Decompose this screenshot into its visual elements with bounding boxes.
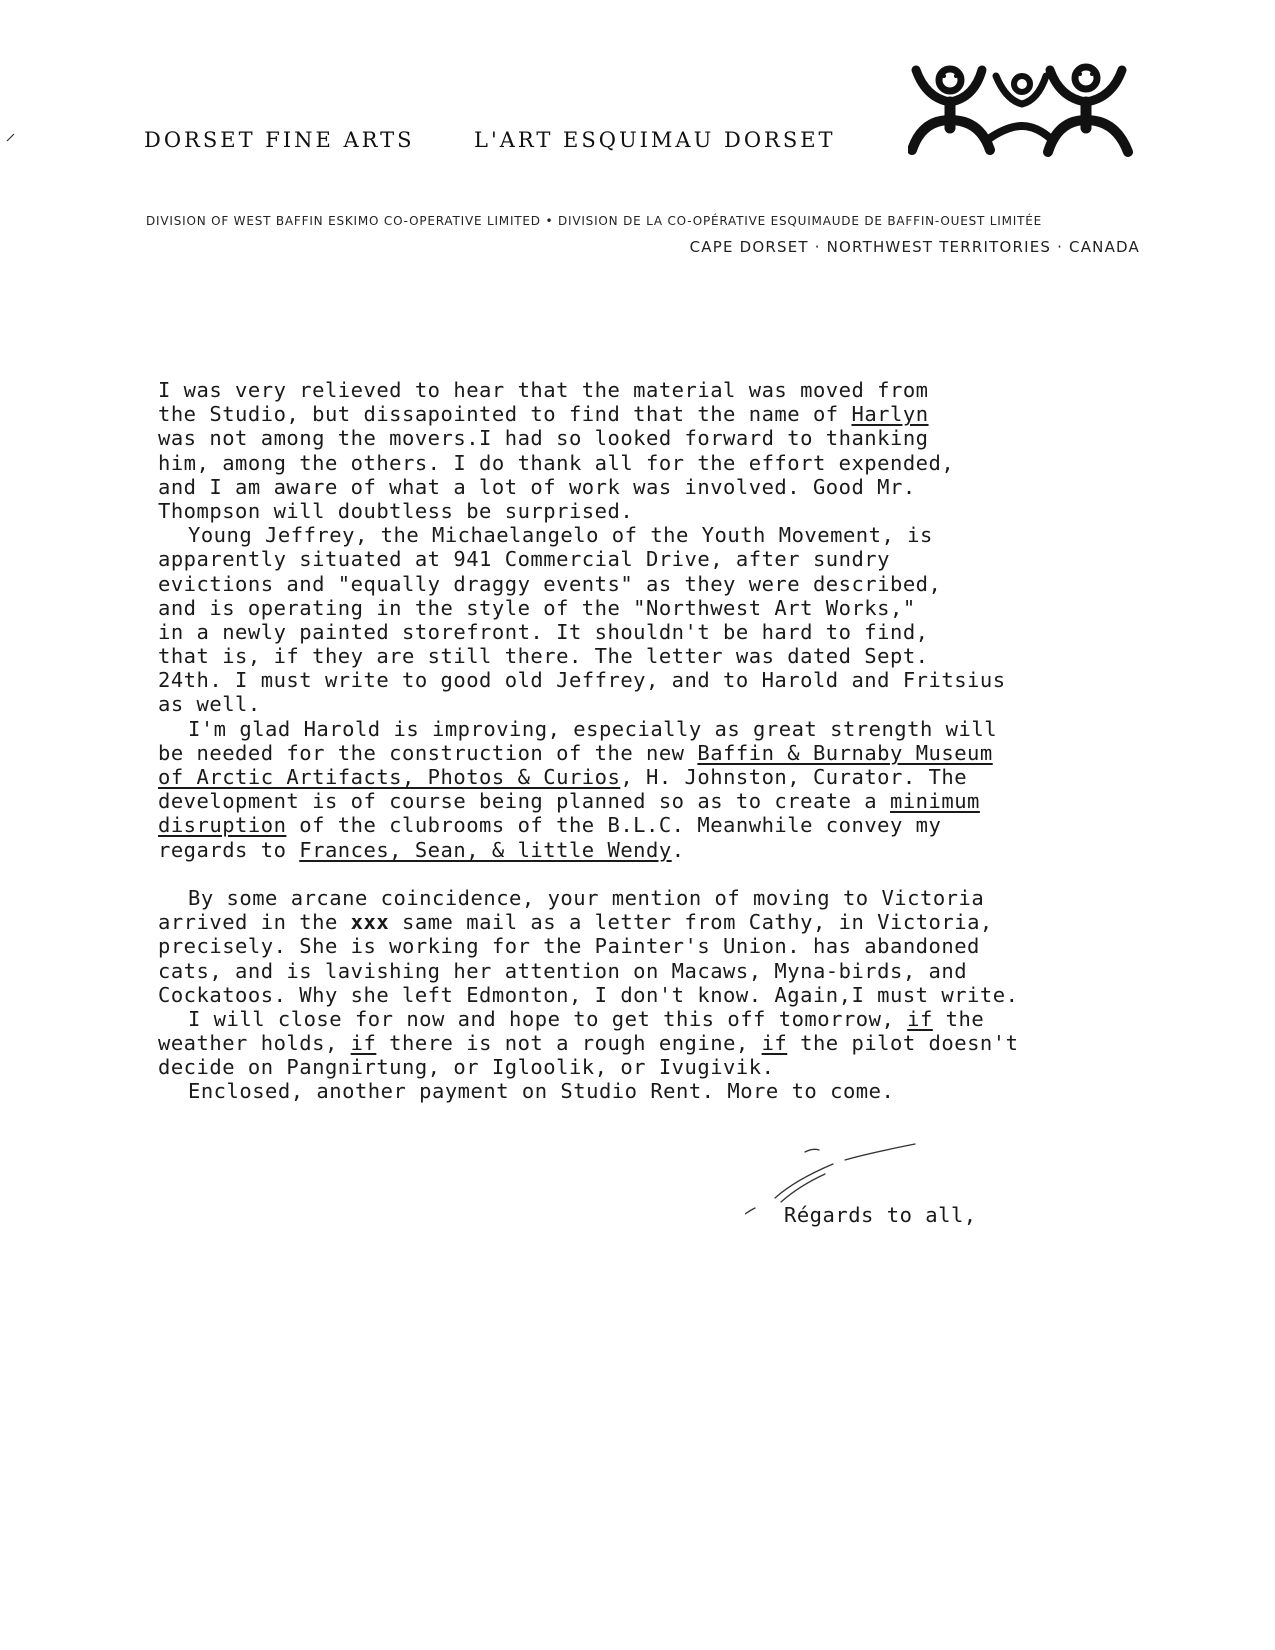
- text-line: regards to Frances, Sean, & little Wendy.: [158, 837, 685, 862]
- text-line: cats, and is lavishing her attention on Macaws, Myna-birds, and: [158, 958, 968, 983]
- text-line: that is, if they are still there. The letter was dated Sept.: [158, 644, 929, 669]
- letterhead-name-french: L'ART ESQUIMAU DORSET: [474, 128, 836, 152]
- text-line: apparently situated at 941 Commercial Drive, after sundry: [158, 547, 890, 572]
- text-line: Thompson will doubtless be surprised.: [158, 498, 634, 523]
- text-line: Cockatoos. Why she left Edmonton, I don't know. Again,I must write.: [158, 982, 1019, 1007]
- text-line: and is operating in the style of the "Northwest Art Works,": [158, 595, 916, 620]
- letterhead-location-line: CAPE DORSET · NORTHWEST TERRITORIES · CANADA: [689, 238, 1140, 256]
- text-line: evictions and "equally draggy events" as they were described,: [158, 571, 942, 596]
- text-line: him, among the others. I do thank all for the effort expended,: [158, 450, 955, 475]
- text-line: was not among the movers.I had so looked forward to thanking: [158, 426, 929, 451]
- text-line: disruption of the clubrooms of the B.L.C. Meanwhile convey my: [158, 813, 942, 838]
- text-line: of Arctic Artifacts, Photos & Curios, H. Johnston, Curator. The: [158, 765, 968, 789]
- text-line: Enclosed, another payment on Studio Rent. More to come.: [188, 1079, 895, 1104]
- struck-out-typing: xxx: [350, 910, 390, 935]
- text-line: as well.: [158, 692, 261, 717]
- closing-line: Régards to all,: [784, 1203, 977, 1227]
- text-line: I'm glad Harold is improving, especially as great strength will: [188, 716, 998, 741]
- text-line: in a newly painted storefront. It shouldn't be hard to find,: [158, 619, 929, 644]
- pen-tick-mark: [6, 132, 16, 142]
- text-line: 24th. I must write to good old Jeffrey, and to Harold and Fritsius: [158, 668, 1006, 693]
- letterhead-division-line: DIVISION OF WEST BAFFIN ESKIMO CO-OPERATIVE LIMITED • DIVISION DE LA CO-OPÉRATIVE ESQUIMAUDE DE BAFFIN-OUEST LIMITÉE: [146, 214, 1042, 228]
- text-line: development is of course being planned so as to create a minimum: [158, 789, 980, 814]
- text-line: By some arcane coincidence, your mention of moving to Victoria: [188, 885, 985, 910]
- text-line: the Studio, but dissapointed to find that the name of Harlyn: [158, 402, 929, 427]
- text-line: arrived in the xxx same mail as a letter from Cathy, in Victoria,: [158, 910, 993, 935]
- text-line: I will close for now and hope to get this off tomorrow, if the: [188, 1006, 985, 1031]
- text-line: weather holds, if there is not a rough engine, if the pilot doesn't: [158, 1031, 1019, 1056]
- text-line: and I am aware of what a lot of work was involved. Good Mr.: [158, 474, 916, 499]
- text-line: Young Jeffrey, the Michaelangelo of the Youth Movement, is: [188, 523, 933, 548]
- letter-body: [158, 378, 1168, 1104]
- text-line: I was very relieved to hear that the material was moved from: [158, 378, 929, 402]
- text-line: be needed for the construction of the new Baffin & Burnaby Museum: [158, 740, 993, 765]
- letterhead-name-english: DORSET FINE ARTS: [144, 128, 415, 152]
- dorset-figures-logo-icon: [908, 50, 1134, 162]
- text-line: decide on Pangnirtung, or Igloolik, or Ivugivik.: [158, 1055, 775, 1080]
- text-line: precisely. She is working for the Painter's Union. has abandoned: [158, 934, 980, 959]
